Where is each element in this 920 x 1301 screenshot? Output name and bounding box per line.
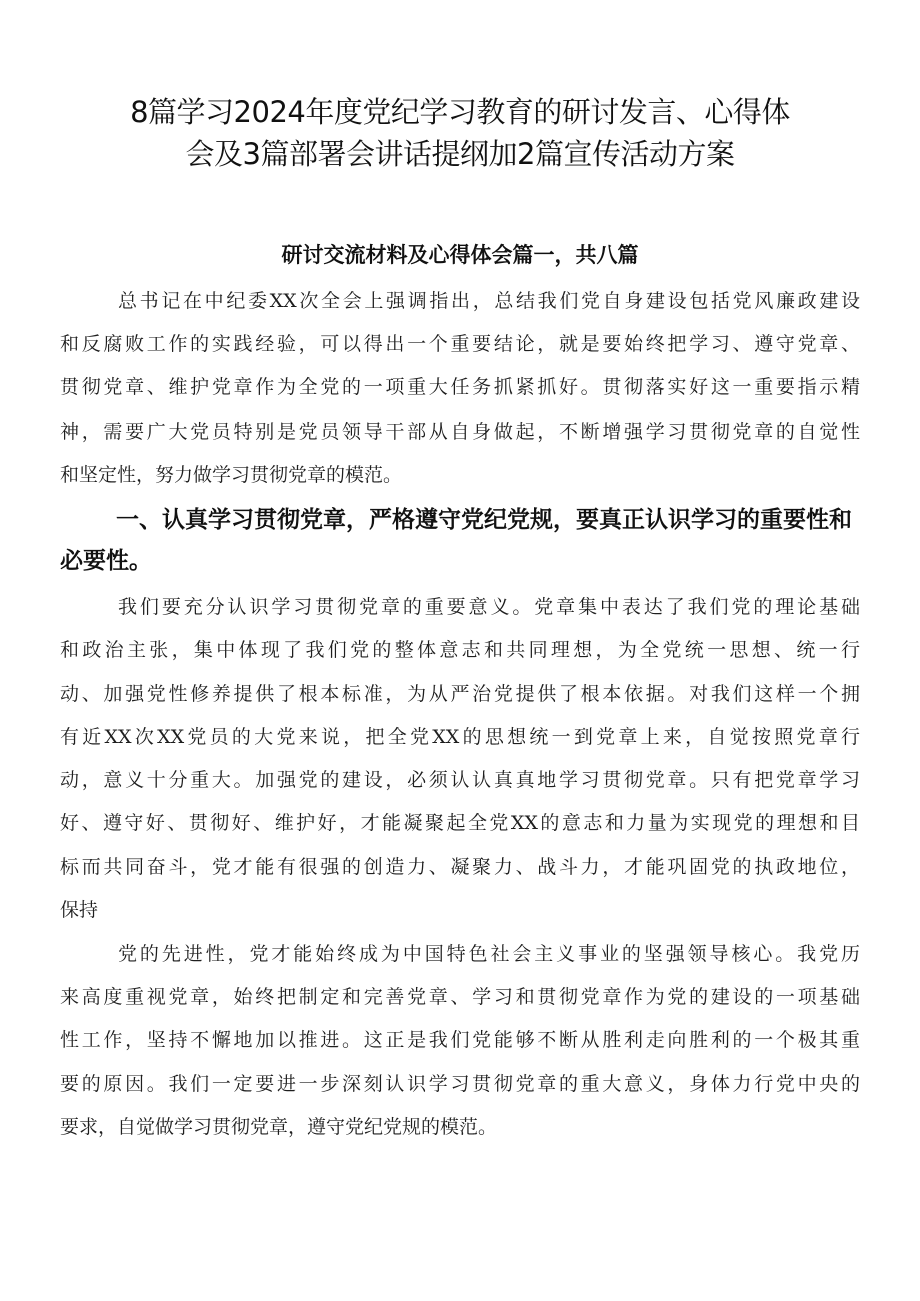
paragraph-3-line: 来高度重视党章，始终把制定和完善党章、学习和贯彻党章作为党的建设的一项基础 [60,986,860,1008]
paragraph-2-line: 有近XX次XX党员的大党来说，把全党XX的思想统一到党章上来，自觉按照党章行 [60,726,860,748]
paragraph-1-line: 贯彻党章、维护党章作为全党的一项重大任务抓紧抓好。贯彻落实好这一重要指示精 [60,376,860,398]
subheading-line: 一、认真学习贯彻党章，严格遵守党纪党规，要真正认识学习的重要性和 [116,507,852,533]
paragraph-1-line: 神，需要广大党员特别是党员领导干部从自身做起，不断增强学习贯彻党章的自觉性 [60,421,860,443]
paragraph-3-line: 要的原因。我们一定要进一步深刻认识学习贯彻党章的重大意义，身体力行党中央的 [60,1073,860,1095]
paragraph-2-line: 动、加强党性修养提供了根本标准，为从严治党提供了根本依据。对我们这样一个拥 [60,683,860,705]
paragraph-3-line: 性工作，坚持不懈地加以推进。这正是我们党能够不断从胜利走向胜利的一个极其重 [60,1029,860,1051]
paragraph-3-line: 党的先进性，党才能始终成为中国特色社会主义事业的坚强领导核心。我党历 [118,943,860,965]
paragraph-2-line: 我们要充分认识学习贯彻党章的重要意义。党章集中表达了我们党的理论基础 [118,596,860,618]
paragraph-2-line: 标而共同奋斗，党才能有很强的创造力、凝聚力、战斗力，才能巩固党的执政地位， [60,856,860,878]
document-title-line-2: 会及3篇部署会讲话提纲加2篇宣传活动方案 [185,137,735,171]
section-heading: 研讨交流材料及心得体会篇一，共八篇 [281,243,639,267]
paragraph-2-line: 好、遵守好、贯彻好、维护好，才能凝聚起全党XX的意志和力量为实现党的理想和目 [60,812,860,834]
paragraph-3-line: 要求，自觉做学习贯彻党章，遵守党纪党规的模范。 [60,1116,498,1138]
paragraph-2-line: 动，意义十分重大。加强党的建设，必须认认真真地学习贯彻党章。只有把党章学习 [60,769,860,791]
paragraph-1-line: 总书记在中纪委XX次全会上强调指出，总结我们党自身建设包括党风廉政建设 [118,290,860,312]
paragraph-2-line: 和政治主张，集中体现了我们党的整体意志和共同理想，为全党统一思想、统一行 [60,639,860,661]
paragraph-1-line: 和坚定性，努力做学习贯彻党章的模范。 [60,464,403,486]
paragraph-1-line: 和反腐败工作的实践经验，可以得出一个重要结论，就是要始终把学习、遵守党章、 [60,333,860,355]
subheading-line: 必要性。 [60,548,152,574]
paragraph-2-line: 保持 [60,899,99,921]
document-title-line-1: 8篇学习2024年度党纪学习教育的研讨发言、心得体 [130,95,790,129]
